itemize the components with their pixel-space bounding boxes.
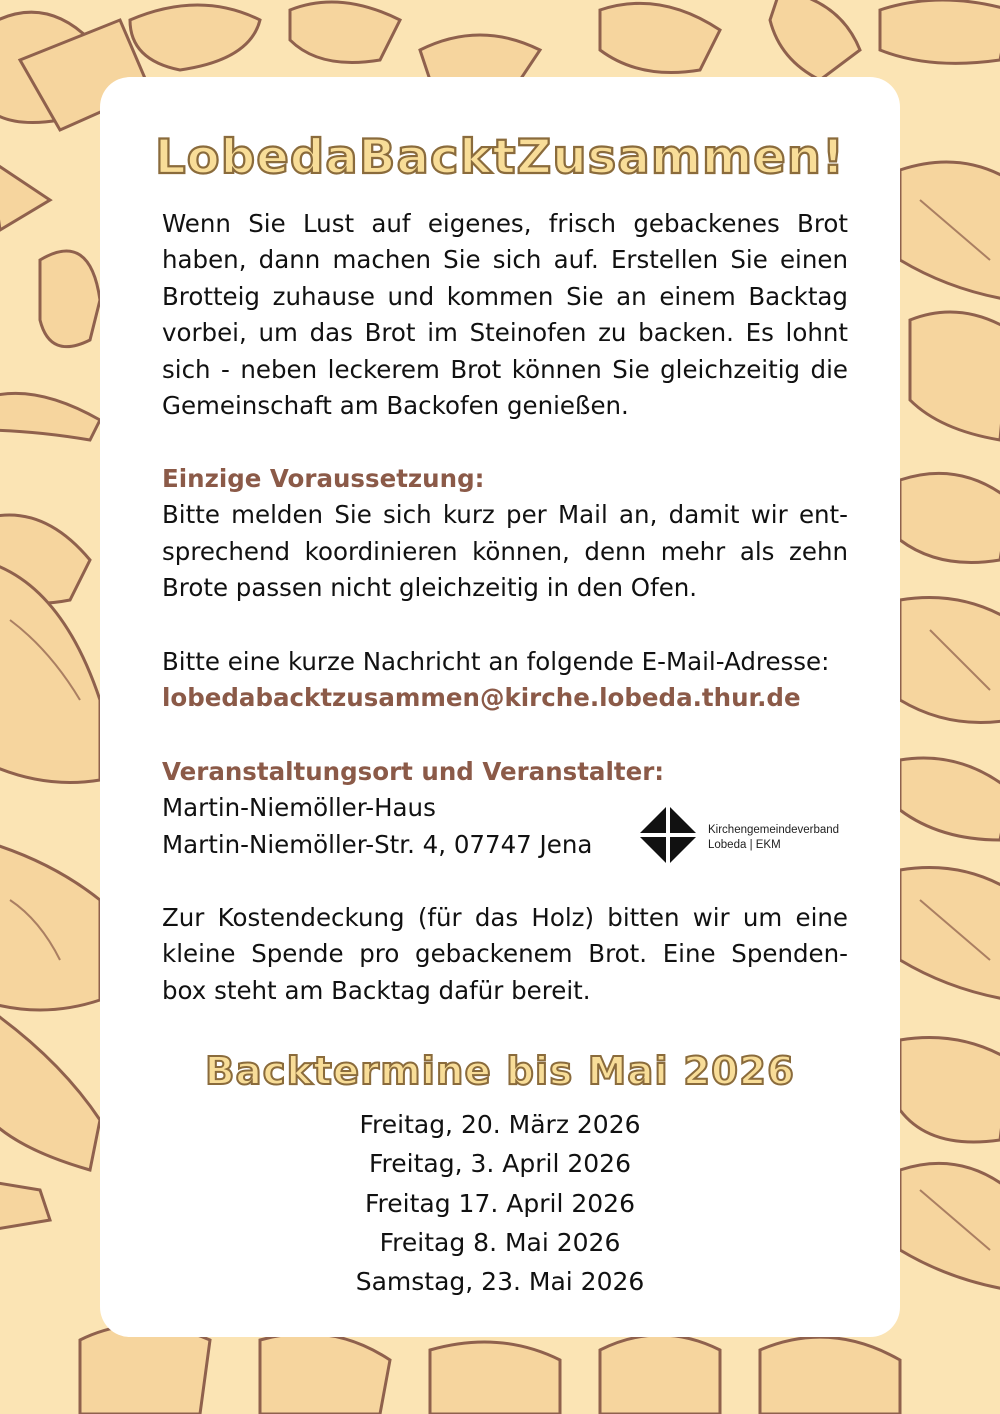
intro-line: Wenn Sie Lust auf eigenes, frisch gebackenes Brot	[162, 209, 848, 238]
requirement-line: Bitte melden Sie sich kurz per Mail an, damit wir ent-	[162, 500, 848, 530]
intro-paragraph	[162, 206, 848, 424]
venue-heading: Veranstaltungsort und Veranstalter:	[162, 757, 665, 786]
cross-logo-icon	[640, 807, 696, 863]
intro-line: Gemeinschaft am Backofen genießen.	[162, 391, 629, 421]
venue-name: Martin-Niemöller-Haus	[162, 793, 436, 823]
requirement-section	[162, 461, 848, 607]
intro-line: haben, dann machen Sie sich auf. Erstellen Sie einen	[162, 245, 848, 275]
intro-line: vorbei, um das Brot im Steinofen zu backen. Es lohnt	[162, 318, 848, 348]
requirement-line: Brote passen nicht gleichzeitig in den Ofen.	[162, 573, 698, 603]
requirement-heading: Einzige Voraussetzung:	[162, 464, 485, 493]
schedule-date: Samstag, 23. Mai 2026	[355, 1267, 645, 1297]
schedule-date: Freitag 8. Mai 2026	[379, 1227, 621, 1257]
logo-text	[708, 823, 839, 853]
schedule-dates	[100, 1105, 900, 1301]
donation-line: box steht am Backtag dafür bereit.	[162, 975, 591, 1005]
organizer-logo	[640, 807, 860, 867]
venue-address: Martin-Niemöller-Str. 4, 07747 Jena	[162, 829, 593, 859]
donation-paragraph	[162, 900, 848, 1009]
schedule-date: Freitag, 3. April 2026	[368, 1149, 631, 1179]
logo-line-2: Lobeda | EKM	[708, 839, 781, 851]
schedule-date: Freitag 17. April 2026	[365, 1188, 635, 1218]
logo-line-1: Kirchengemeindeverband	[708, 824, 840, 836]
page-title	[100, 121, 900, 191]
svg-text:LobedaBacktZusammen!: LobedaBacktZusammen!	[155, 130, 845, 185]
donation-line: Zur Kostendeckung (für das Holz) bitten wir um eine	[162, 903, 848, 932]
svg-text:Backtermine bis Mai 2026: Backtermine bis Mai 2026	[205, 1049, 795, 1093]
intro-line: Brotteig zuhause und kommen Sie an einem Backtag	[162, 281, 848, 311]
contact-email-link[interactable]: lobedabacktzusammen@kirche.lobeda.thur.de	[162, 683, 801, 713]
requirement-line: sprechend koordinieren können, denn mehr als zehn	[162, 536, 848, 566]
schedule-heading	[100, 1040, 900, 1100]
contact-section	[162, 644, 848, 717]
intro-line: sich - neben leckerem Brot können Sie gleichzeitig die	[162, 354, 848, 384]
schedule-date: Freitag, 20. März 2026	[359, 1110, 641, 1139]
content-card	[100, 77, 900, 1337]
donation-line: kleine Spende pro gebackenem Brot. Eine Spenden-	[162, 939, 848, 969]
contact-text: Bitte eine kurze Nachricht an folgende E-Mail-Adresse:	[162, 647, 830, 676]
